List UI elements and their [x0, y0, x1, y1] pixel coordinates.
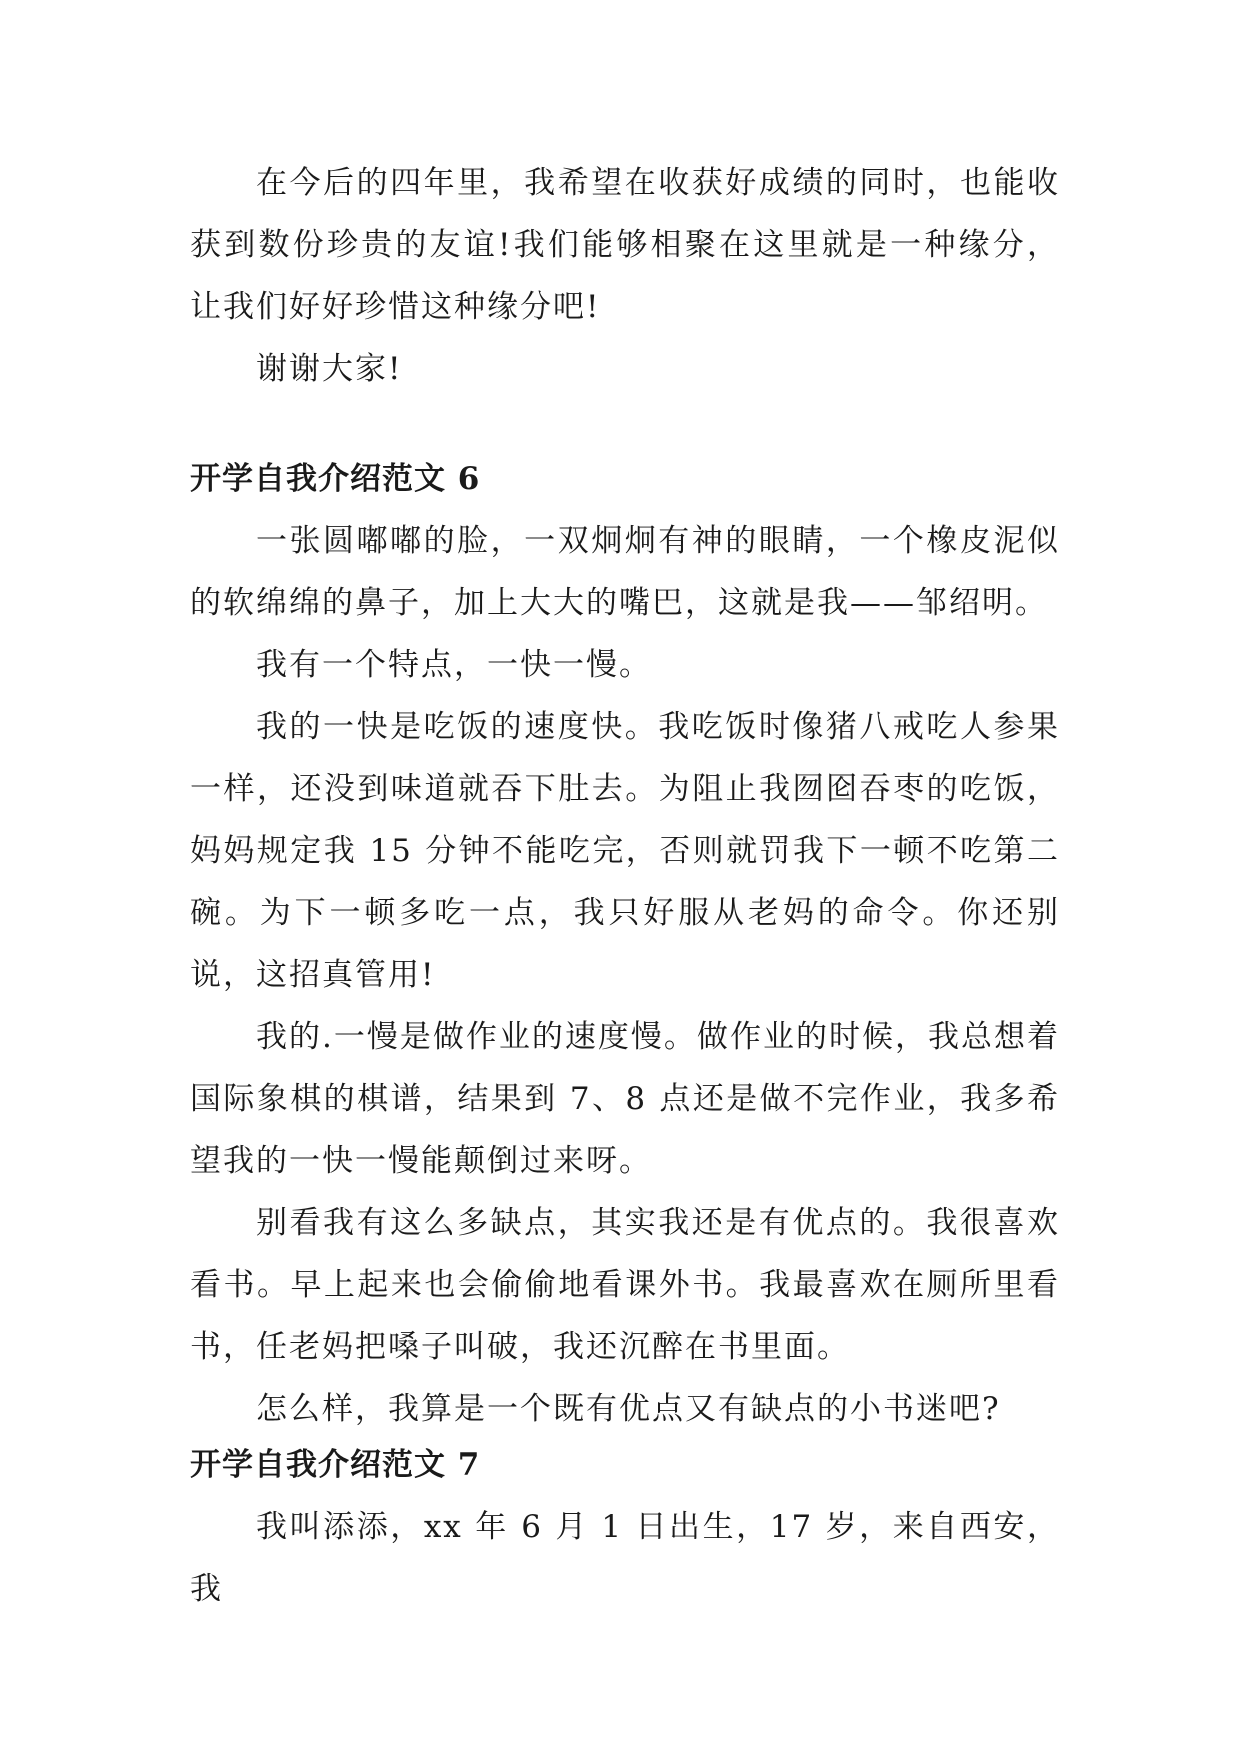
section-heading: 开学自我介绍范文 7 [190, 1447, 481, 1483]
paragraph: 我有一个特点，一快一慢。 [256, 647, 652, 683]
text-block-intro-end [190, 152, 1060, 400]
section-heading: 开学自我介绍范文 6 [190, 461, 481, 497]
text-block-sample-6 [190, 510, 1060, 1440]
text-block-sample-7 [190, 1496, 1060, 1620]
paragraph: 别看我有这么多缺点，其实我还是有优点的。我很喜欢看书。早上起来也会偷偷地看课外书。我最喜欢在厕所里看书，任老妈把嗓子叫破，我还沉醉在书里面。 [190, 1205, 1060, 1365]
paragraph: 我的.一慢是做作业的速度慢。做作业的时候，我总想着国际象棋的棋谱，结果到 7、8 点还是做不完作业，我多希望我的一快一慢能颠倒过来呀。 [190, 1019, 1060, 1179]
paragraph: 一张圆嘟嘟的脸，一双炯炯有神的眼睛，一个橡皮泥似的软绵绵的鼻子，加上大大的嘴巴，这就是我——邹绍明。 [190, 523, 1060, 621]
paragraph: 我的一快是吃饭的速度快。我吃饭时像猪八戒吃人参果一样，还没到味道就吞下肚去。为阻止我囫囵吞枣的吃饭，妈妈规定我 15 分钟不能吃完，否则就罚我下一顿不吃第二碗。为下一顿多吃一点，我只好服从老妈的命令。你还别说，这招真管用! [190, 709, 1060, 993]
paragraph: 怎么样，我算是一个既有优点又有缺点的小书迷吧? [256, 1391, 1001, 1427]
paragraph: 我叫添添，xx 年 6 月 1 日出生，17 岁，来自西安，我 [190, 1509, 1060, 1607]
paragraph: 谢谢大家! [256, 351, 403, 387]
paragraph: 在今后的四年里，我希望在收获好成绩的同时，也能收获到数份珍贵的友谊!我们能够相聚在这里就是一种缘分，让我们好好珍惜这种缘分吧! [190, 165, 1060, 325]
